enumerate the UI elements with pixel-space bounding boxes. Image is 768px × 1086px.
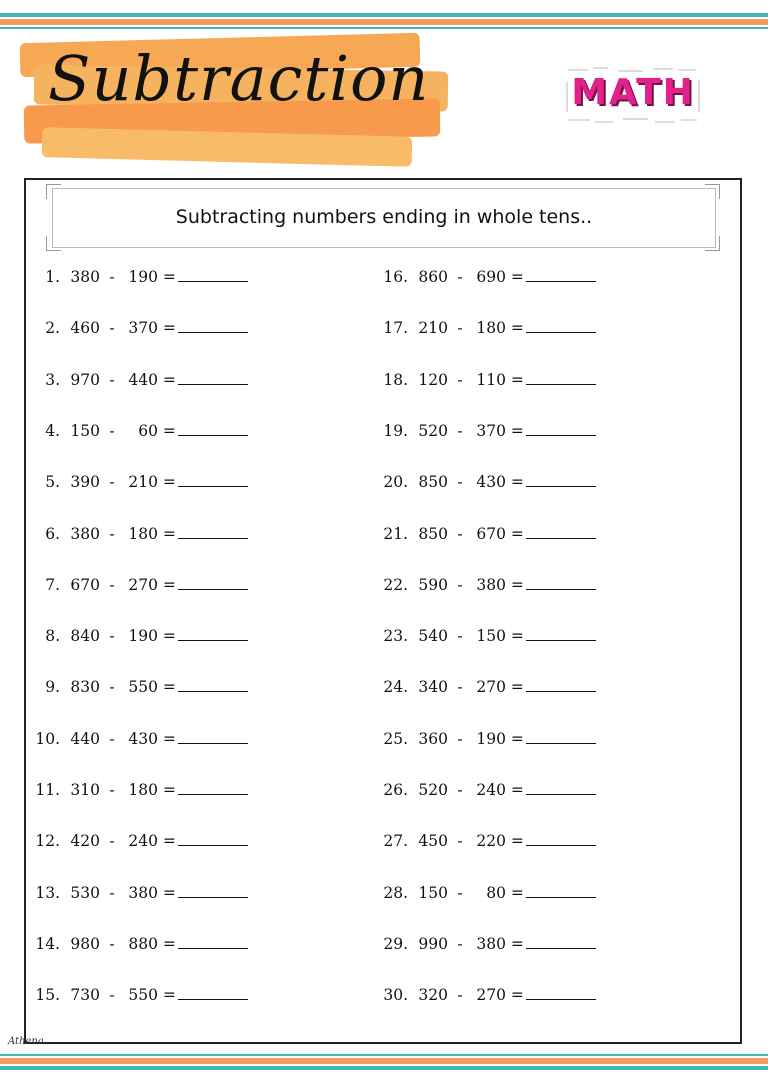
equals-sign: = — [158, 832, 176, 850]
problem-number: 16. — [383, 268, 408, 286]
equals-sign: = — [158, 781, 176, 799]
problem-row — [380, 781, 596, 799]
subtrahend: 270 — [476, 986, 506, 1004]
minus-sign: - — [104, 781, 120, 799]
subtrahend: 190 — [128, 268, 158, 286]
equals-sign: = — [506, 832, 524, 850]
equals-sign: = — [506, 319, 524, 337]
equals-sign: = — [506, 525, 524, 543]
problem-number: 2. — [45, 319, 60, 337]
problem-number: 6. — [45, 525, 60, 543]
equals-sign: = — [506, 422, 524, 440]
problem-expression — [414, 832, 524, 850]
answer-blank[interactable] — [178, 639, 248, 641]
subtrahend: 380 — [476, 576, 506, 594]
minuend: 440 — [70, 730, 100, 748]
problem-number: 19. — [383, 422, 408, 440]
minuend: 990 — [418, 935, 448, 953]
math-badge — [563, 62, 703, 130]
minus-sign: - — [452, 935, 468, 953]
equals-sign: = — [158, 627, 176, 645]
subtrahend: 550 — [128, 678, 158, 696]
problem-number: 7. — [45, 576, 60, 594]
problem-expression — [414, 986, 524, 1004]
problem-row — [32, 730, 248, 748]
subtrahend: 80 — [486, 884, 506, 902]
minus-sign: - — [104, 884, 120, 902]
equals-sign: = — [158, 422, 176, 440]
problem-row — [32, 371, 248, 389]
subtrahend: 270 — [476, 678, 506, 696]
minus-sign: - — [104, 371, 120, 389]
minuend: 840 — [70, 627, 100, 645]
minus-sign: - — [452, 576, 468, 594]
minuend: 830 — [70, 678, 100, 696]
answer-blank[interactable] — [526, 690, 596, 692]
problem-number: 15. — [35, 986, 60, 1004]
minus-sign: - — [104, 268, 120, 286]
minus-sign: - — [452, 832, 468, 850]
subtrahend: 240 — [476, 781, 506, 799]
minus-sign: - — [104, 473, 120, 491]
answer-blank[interactable] — [526, 844, 596, 846]
problem-number: 12. — [35, 832, 60, 850]
minus-sign: - — [452, 730, 468, 748]
problem-number: 25. — [383, 730, 408, 748]
minuend: 530 — [70, 884, 100, 902]
answer-blank[interactable] — [526, 742, 596, 744]
problem-expression — [414, 781, 524, 799]
problem-row — [32, 627, 248, 645]
minuend: 210 — [418, 319, 448, 337]
equals-sign: = — [506, 781, 524, 799]
answer-blank[interactable] — [178, 485, 248, 487]
answer-blank[interactable] — [526, 896, 596, 898]
instructions-text: Subtracting numbers ending in whole tens.. — [175, 206, 593, 228]
answer-blank[interactable] — [526, 280, 596, 282]
problem-number: 24. — [383, 678, 408, 696]
minus-sign: - — [104, 730, 120, 748]
subtrahend: 240 — [128, 832, 158, 850]
problem-expression — [66, 627, 176, 645]
answer-blank[interactable] — [178, 690, 248, 692]
problem-expression — [66, 422, 176, 440]
minuend: 850 — [418, 473, 448, 491]
subtrahend: 380 — [128, 884, 158, 902]
problem-row — [380, 730, 596, 748]
minuend: 850 — [418, 525, 448, 543]
problem-expression — [414, 525, 524, 543]
problem-expression — [414, 884, 524, 902]
minus-sign: - — [452, 678, 468, 696]
problem-number: 29. — [383, 935, 408, 953]
problem-number: 20. — [383, 473, 408, 491]
problem-number: 1. — [45, 268, 60, 286]
problem-row — [32, 935, 248, 953]
problem-row — [380, 935, 596, 953]
minus-sign: - — [104, 319, 120, 337]
answer-blank[interactable] — [178, 280, 248, 282]
equals-sign: = — [158, 935, 176, 953]
minus-sign: - — [104, 627, 120, 645]
problem-expression — [66, 371, 176, 389]
top-stripe-teal-thin — [0, 27, 768, 29]
minus-sign: - — [104, 576, 120, 594]
answer-blank[interactable] — [526, 383, 596, 385]
equals-sign: = — [506, 576, 524, 594]
subtrahend: 270 — [128, 576, 158, 594]
top-stripe-orange — [0, 19, 768, 25]
subtrahend: 550 — [128, 986, 158, 1004]
problem-row — [380, 525, 596, 543]
answer-blank[interactable] — [178, 793, 248, 795]
problem-number: 26. — [383, 781, 408, 799]
problem-row — [380, 473, 596, 491]
minuend: 540 — [418, 627, 448, 645]
problem-expression — [66, 473, 176, 491]
minuend: 450 — [418, 832, 448, 850]
answer-blank[interactable] — [526, 485, 596, 487]
problem-row — [32, 576, 248, 594]
minus-sign: - — [452, 986, 468, 1004]
problem-number: 5. — [45, 473, 60, 491]
equals-sign: = — [158, 525, 176, 543]
subtrahend: 690 — [476, 268, 506, 286]
bottom-stripe-orange — [0, 1058, 768, 1064]
equals-sign: = — [506, 730, 524, 748]
subtrahend: 880 — [128, 935, 158, 953]
problem-number: 3. — [45, 371, 60, 389]
answer-blank[interactable] — [178, 998, 248, 1000]
minuend: 590 — [418, 576, 448, 594]
problem-row — [32, 319, 248, 337]
problem-expression — [414, 473, 524, 491]
minuend: 730 — [70, 986, 100, 1004]
problem-expression — [414, 268, 524, 286]
problem-number: 4. — [45, 422, 60, 440]
problem-expression — [414, 422, 524, 440]
answer-blank[interactable] — [526, 947, 596, 949]
problem-number: 17. — [383, 319, 408, 337]
problem-row — [380, 627, 596, 645]
minus-sign: - — [452, 781, 468, 799]
problem-row — [380, 884, 596, 902]
problem-row — [380, 319, 596, 337]
problem-number: 22. — [383, 576, 408, 594]
subtrahend: 180 — [476, 319, 506, 337]
equals-sign: = — [158, 473, 176, 491]
problem-number: 30. — [383, 986, 408, 1004]
minuend: 150 — [418, 884, 448, 902]
answer-blank[interactable] — [178, 537, 248, 539]
problem-row — [380, 268, 596, 286]
problem-number: 8. — [45, 627, 60, 645]
answer-blank[interactable] — [178, 896, 248, 898]
answer-blank[interactable] — [526, 588, 596, 590]
minus-sign: - — [452, 268, 468, 286]
problem-row — [380, 986, 596, 1004]
subtrahend: 380 — [476, 935, 506, 953]
equals-sign: = — [158, 884, 176, 902]
minus-sign: - — [452, 422, 468, 440]
problem-expression — [414, 319, 524, 337]
problem-expression — [414, 576, 524, 594]
subtrahend: 180 — [128, 525, 158, 543]
minus-sign: - — [104, 525, 120, 543]
problem-expression — [66, 268, 176, 286]
minuend: 310 — [70, 781, 100, 799]
worksheet-frame — [24, 178, 742, 1044]
subtrahend: 180 — [128, 781, 158, 799]
answer-blank[interactable] — [178, 588, 248, 590]
problem-expression — [66, 576, 176, 594]
answer-blank[interactable] — [178, 947, 248, 949]
problem-expression — [414, 627, 524, 645]
top-stripe-teal — [0, 13, 768, 17]
problem-row — [380, 371, 596, 389]
subtrahend: 220 — [476, 832, 506, 850]
equals-sign: = — [506, 935, 524, 953]
subtrahend: 190 — [128, 627, 158, 645]
problem-row — [380, 422, 596, 440]
equals-sign: = — [506, 678, 524, 696]
minuend: 390 — [70, 473, 100, 491]
minus-sign: - — [452, 319, 468, 337]
minus-sign: - — [104, 678, 120, 696]
problem-expression — [66, 986, 176, 1004]
problem-row — [380, 832, 596, 850]
problem-row — [32, 473, 248, 491]
minus-sign: - — [452, 525, 468, 543]
equals-sign: = — [506, 627, 524, 645]
subtrahend: 370 — [476, 422, 506, 440]
answer-blank[interactable] — [178, 383, 248, 385]
answer-blank[interactable] — [178, 844, 248, 846]
problem-expression — [66, 935, 176, 953]
answer-blank[interactable] — [526, 434, 596, 436]
problem-expression — [66, 730, 176, 748]
equals-sign: = — [158, 576, 176, 594]
minus-sign: - — [452, 884, 468, 902]
minuend: 980 — [70, 935, 100, 953]
minuend: 420 — [70, 832, 100, 850]
subtrahend: 110 — [476, 371, 506, 389]
problem-expression — [66, 781, 176, 799]
problem-expression — [66, 832, 176, 850]
problem-row — [32, 525, 248, 543]
problem-row — [380, 678, 596, 696]
equals-sign: = — [506, 371, 524, 389]
problem-number: 10. — [35, 730, 60, 748]
problem-expression — [66, 525, 176, 543]
answer-blank[interactable] — [526, 998, 596, 1000]
problem-expression — [414, 935, 524, 953]
subtrahend: 430 — [128, 730, 158, 748]
answer-blank[interactable] — [178, 742, 248, 744]
minuend: 670 — [70, 576, 100, 594]
answer-blank[interactable] — [526, 793, 596, 795]
minuend: 120 — [418, 371, 448, 389]
problem-number: 14. — [35, 935, 60, 953]
subtrahend: 190 — [476, 730, 506, 748]
instructions-box — [52, 188, 716, 248]
answer-blank[interactable] — [178, 434, 248, 436]
problem-expression — [414, 730, 524, 748]
minuend: 320 — [418, 986, 448, 1004]
minus-sign: - — [452, 371, 468, 389]
problem-row — [32, 986, 248, 1004]
problem-number: 9. — [45, 678, 60, 696]
minuend: 460 — [70, 319, 100, 337]
problem-number: 23. — [383, 627, 408, 645]
equals-sign: = — [506, 986, 524, 1004]
minuend: 150 — [70, 422, 100, 440]
equals-sign: = — [158, 678, 176, 696]
answer-blank[interactable] — [526, 537, 596, 539]
problem-row — [32, 422, 248, 440]
bottom-stripe-teal-thin — [0, 1054, 768, 1056]
problem-expression — [66, 884, 176, 902]
minuend: 360 — [418, 730, 448, 748]
problem-number: 11. — [35, 781, 60, 799]
answer-blank[interactable] — [178, 331, 248, 333]
equals-sign: = — [158, 319, 176, 337]
equals-sign: = — [158, 371, 176, 389]
bottom-stripe-teal — [0, 1066, 768, 1070]
subtrahend: 150 — [476, 627, 506, 645]
problem-number: 18. — [383, 371, 408, 389]
problem-number: 13. — [35, 884, 60, 902]
minuend: 860 — [418, 268, 448, 286]
subtrahend: 210 — [128, 473, 158, 491]
minuend: 380 — [70, 268, 100, 286]
problem-row — [32, 268, 248, 286]
equals-sign: = — [506, 884, 524, 902]
equals-sign: = — [158, 268, 176, 286]
problem-expression — [66, 678, 176, 696]
math-badge-text: MATH — [571, 72, 695, 113]
minus-sign: - — [104, 832, 120, 850]
subtrahend: 60 — [138, 422, 158, 440]
minuend: 340 — [418, 678, 448, 696]
minus-sign: - — [452, 473, 468, 491]
subtrahend: 670 — [476, 525, 506, 543]
page-title: Subtraction — [48, 42, 430, 115]
minus-sign: - — [104, 935, 120, 953]
equals-sign: = — [506, 268, 524, 286]
subtrahend: 430 — [476, 473, 506, 491]
answer-blank[interactable] — [526, 331, 596, 333]
problem-expression — [414, 371, 524, 389]
problem-row — [380, 576, 596, 594]
problem-row — [32, 781, 248, 799]
problem-expression — [66, 319, 176, 337]
minuend: 520 — [418, 781, 448, 799]
subtrahend: 370 — [128, 319, 158, 337]
equals-sign: = — [506, 473, 524, 491]
equals-sign: = — [158, 730, 176, 748]
subtrahend: 440 — [128, 371, 158, 389]
equals-sign: = — [158, 986, 176, 1004]
minus-sign: - — [104, 422, 120, 440]
problem-expression — [414, 678, 524, 696]
problem-number: 21. — [383, 525, 408, 543]
minus-sign: - — [104, 986, 120, 1004]
minuend: 380 — [70, 525, 100, 543]
problem-row — [32, 884, 248, 902]
minuend: 970 — [70, 371, 100, 389]
answer-blank[interactable] — [526, 639, 596, 641]
minuend: 520 — [418, 422, 448, 440]
problem-number: 28. — [383, 884, 408, 902]
minus-sign: - — [452, 627, 468, 645]
problem-number: 27. — [383, 832, 408, 850]
problem-row — [32, 832, 248, 850]
signature: Athena — [8, 1036, 44, 1047]
problem-row — [32, 678, 248, 696]
